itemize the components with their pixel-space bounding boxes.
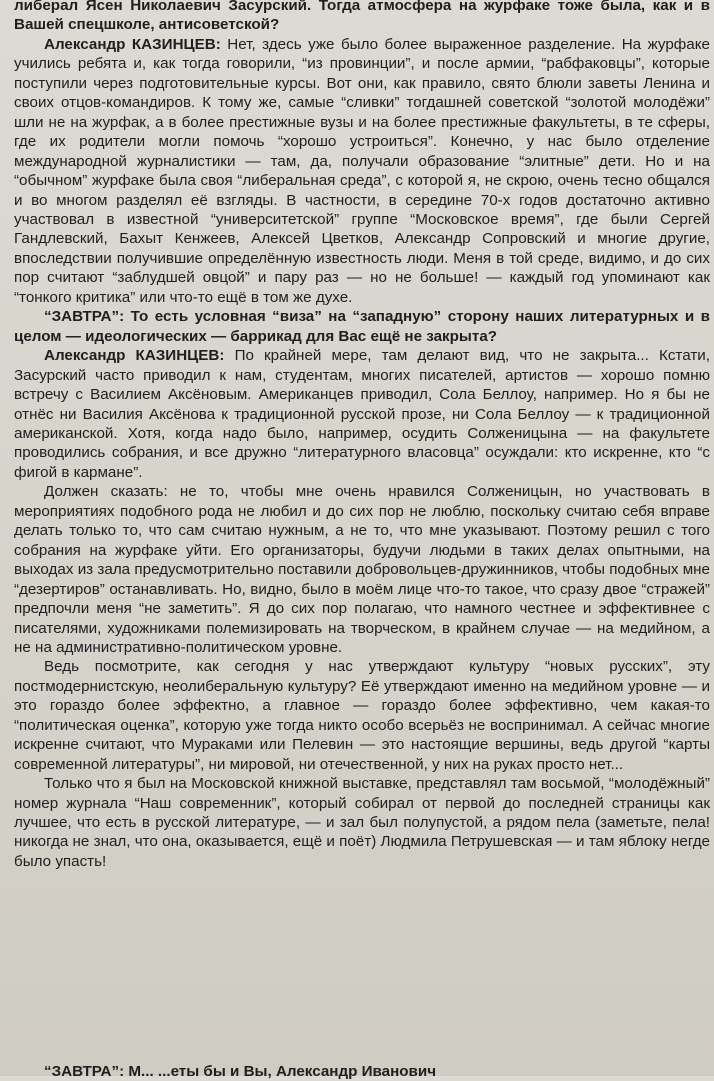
interview-column [14,0,710,871]
question-intro: либерал Ясен Николаевич Засурский. Тогда атмосфера на журфаке тоже была, как и в Вашей спецшколе, антисоветской? [14,0,710,34]
answer-1-text: Нет, здесь уже было более выраженное разделение. На журфаке учились ребята и, как тогда говорили, “из провинции”, и после армии, “рабфаковцы”, которые поступили через подготовительные курсы. Вот они, как правило, свято блюли заветы Ленина и своих отцов-командиров. К тому же, самые “сливки” тогдашней советской “золотой молодёжи” шли не на журфак, а в более престижные вузы и на более престижные факультеты, в те сферы, где их родители могли помочь “хорошо устроиться”. Конечно, у нас было отделение международной журналистики — там, да, получали образование “элитные” дети. Но и на “обычном” журфаке была своя “либеральная среда”, с которой я, не скрою, очень тесно общался и во многом разделял её взгляды. В частности, в середине 70-х годов достаточно активно участвовал в известной “университетской” группе “Московское время”, где были Сергей Гандлевский, Бахыт Кенжеев, Алексей Цветков, Александр Сопровский и многие другие, впоследствии получившие определённую известность люди. Меня в той среде, видимо, и до сих пор считают “заблудшей овцой” и пару раз — но не больше! — каждый год упоминают как “тонкого критика” или что-то ещё в том же духе. [14,35,710,306]
paragraph-4: Ведь посмотрите, как сегодня у нас утверждают культуру “новых русских”, эту постмодернистскую, неолиберальную культуру? Её утверждают именно на медийном уровне — и это гораздо более эффектно, а главное — гораздо более эффективно, чем какая-то “политическая оценка”, которую уже тогда никто особо всерьёз не воспринимал. А сейчас многие искренне считают, что Мураками или Пелевин — это настоящие вершины, ведь другой “карты современной литературы”, ни мировой, ни отечественной, у них на руках просто нет... [14,658,710,773]
paragraph-3: Должен сказать: не то, чтобы мне очень нравился Солженицын, но участвовать в мероприятиях подобного рода не любил и до сих пор не люблю, поскольку считаю себя вправе делать только то, что сам считаю нужным, а не то, что мне указывают. Поэтому решил с того собрания на журфаке уйти. Его организаторы, будучи людьми в таких делах опытными, на выходах из зала предусмотрительно поставили добровольцев-дружинников, чтобы подобных мне “дезертиров” останавливать. Но, видно, было в моём лице что-то такое, что сразу двое “стражей” предпочли меня “не заметить”. Я до сих пор полагаю, что намного честнее и эффективнее с писателями, художниками полемизировать на творческом, в крайнем случае — на медийном, а не на административно-политическом уровне. [14,483,710,656]
question-2: “ЗАВТРА”: То есть условная “виза” на “западную” сторону наших литературных и в целом — идеологических — баррикад для Вас ещё не закрыта? [14,308,710,345]
answer-1 [14,35,710,307]
answer-2-text: По крайней мере, там делают вид, что не закрыта... Кстати, Засурский часто приводил к нам, студентам, многих писателей, артистов — хорошо помню встречу с Василием Аксёновым. Американцев приводил, Сола Беллоу, например. Но я бы не отнёс ни Василия Аксёнова к традиционной русской прозе, ни Сола Беллоу — к традиционной американской. Хотя, когда надо было, например, осудить Солженицына — на факультете проводились собрания, и все дружно “литературного власовца” осуждали: кто искренне, кто “с фигой в кармане”. [14,347,710,481]
question-3-cut-off: “ЗАВТРА”: М... ...еты бы и Вы, Александр Иванович [44,1063,437,1080]
answer-speaker: Александр КАЗИНЦЕВ: [44,35,221,53]
answer-2-speaker: Александр КАЗИНЦЕВ: [44,347,225,365]
paragraph-5: Только что я был на Московской книжной выставке, представлял там восьмой, “молодёжный” номер журнала “Наш современник”, который собирал от первой до последней страницы как лучшее, что есть в русской литературе, — и зал был полупустой, а рядом пела (заметьте, пела! никогда не знал, что она, оказывается, ещё и поёт) Людмила Петрушевская — и там яблоку негде было упасть! [14,775,710,870]
answer-2 [14,346,710,482]
